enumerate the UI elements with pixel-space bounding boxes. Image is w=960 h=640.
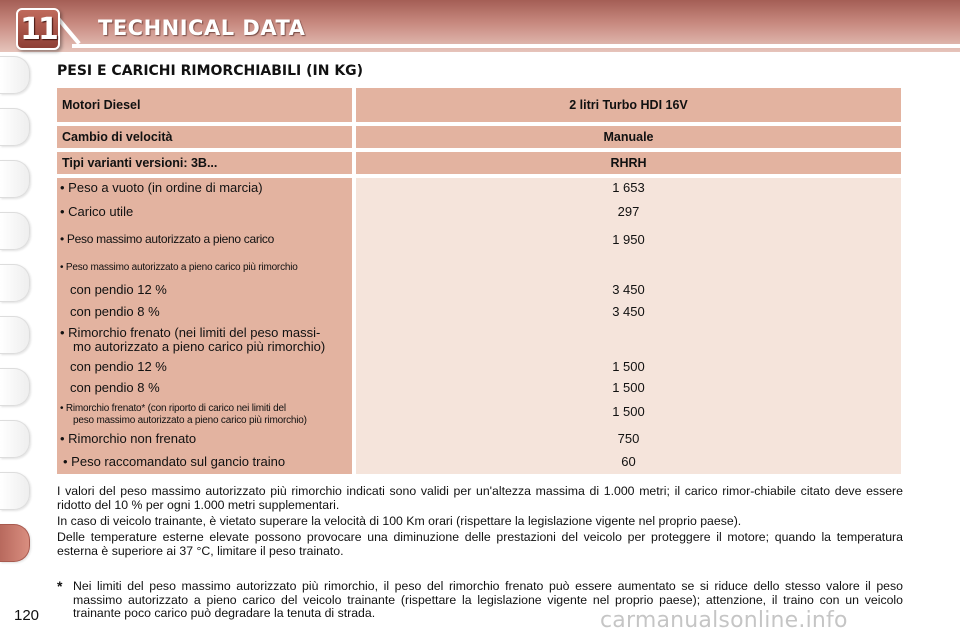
row-label-line: • Rimorchio frenato (nei limiti del peso massi- <box>60 325 321 340</box>
table-header-row <box>57 126 901 148</box>
chapter-title: TECHNICAL DATA <box>98 16 306 40</box>
row-label: con pendio 12 % <box>70 282 167 297</box>
row-value: 1 500 <box>612 380 645 395</box>
row-label: con pendio 12 % <box>70 359 167 374</box>
row-labels-column <box>57 178 352 474</box>
table-header-row <box>57 152 901 174</box>
row-label-line: • Rimorchio frenato* (con riporto di carico nei limiti del <box>60 403 286 414</box>
note-paragraph: Delle temperature esterne elevate possono provocare una diminuzione delle prestazioni del veicolo per proteggere il motore; quando la temperatura esterna è superiore ai 37 °C, limitare il peso trainato. <box>57 530 903 558</box>
row-label: • Peso a vuoto (in ordine di marcia) <box>60 180 263 195</box>
chapter-tab-1[interactable] <box>0 56 30 94</box>
row-value: 750 <box>617 431 640 446</box>
row-label <box>60 403 352 427</box>
row-values-column <box>356 178 901 474</box>
row-label <box>60 326 352 354</box>
engine-value: 2 litri Turbo HDI 16V <box>356 88 901 122</box>
gearbox-label: Cambio di velocità <box>57 126 352 148</box>
chapter-tab-8[interactable] <box>0 420 30 458</box>
chapter-tab-3[interactable] <box>0 160 30 198</box>
row-value: 60 <box>621 454 636 469</box>
chapter-tab-7[interactable] <box>0 368 30 406</box>
chapter-number-badge: 11 <box>16 8 60 50</box>
row-label: • Peso massimo autorizzato a pieno carico <box>60 232 275 246</box>
variant-value: RHRH <box>356 152 901 174</box>
row-label-line: mo autorizzato a pieno carico più rimorchio) <box>73 339 326 354</box>
chapter-tab-4[interactable] <box>0 212 30 250</box>
chapter-tab-2[interactable] <box>0 108 30 146</box>
section-title: PESI E CARICHI RIMORCHIABILI (IN KG) <box>57 63 364 79</box>
note-paragraph: In caso di veicolo trainante, è vietato superare la velocità di 100 Km orari (rispettare la legislazione vigente nel proprio paese). <box>57 514 742 528</box>
engine-label: Motori Diesel <box>57 88 352 122</box>
gearbox-value: Manuale <box>356 126 901 148</box>
row-label: • Carico utile <box>60 204 134 219</box>
weights-table <box>57 88 901 474</box>
row-value: 1 653 <box>612 180 645 195</box>
row-value: 297 <box>617 204 640 219</box>
row-label: • Peso massimo autorizzato a pieno carico più rimorchio <box>60 262 298 273</box>
footnote-text: Nei limiti del peso massimo autorizzato più rimorchio, il peso del rimorchio frenato può essere aumentato se si riduce dello stesso valore il peso massimo autorizzato a pieno carico del veicolo trainante (rispettare la legislazione vigente nel proprio paese); attenzione, il traino con un veicolo trainante poco carico può degradare la tenuta di strada. <box>73 579 903 620</box>
watermark: carmanualsonline.info <box>600 608 848 633</box>
note-paragraph: I valori del peso massimo autorizzato più rimorchio indicati sono validi per un'altezza massima di 1.000 metri; il carico rimor-chiabile citato deve essere ridotto del 10 % per ogni 1.000 metri supplementari. <box>57 484 903 512</box>
chapter-tabs <box>0 56 30 576</box>
row-value: 1 500 <box>612 404 645 419</box>
table-body <box>57 178 901 474</box>
chapter-tab-9[interactable] <box>0 472 30 510</box>
row-value: 3 450 <box>612 282 645 297</box>
footnote-marker: * <box>57 578 63 594</box>
row-label: con pendio 8 % <box>70 380 160 395</box>
notes-block <box>57 484 903 560</box>
chapter-tab-11-active[interactable] <box>0 524 30 562</box>
row-label: • Peso raccomandato sul gancio traino <box>63 454 286 469</box>
row-value: 1 950 <box>612 232 645 247</box>
chapter-tab-6[interactable] <box>0 316 30 354</box>
row-label: • Rimorchio non frenato <box>60 431 197 446</box>
row-label-line: peso massimo autorizzato a pieno carico più rimorchio) <box>73 415 307 426</box>
row-label: con pendio 8 % <box>70 304 160 319</box>
table-header-row <box>57 88 901 122</box>
variant-label: Tipi varianti versioni: 3B... <box>57 152 352 174</box>
page-number: 120 <box>14 607 40 624</box>
header-rule <box>72 44 960 48</box>
chapter-tab-5[interactable] <box>0 264 30 302</box>
row-value: 1 500 <box>612 359 645 374</box>
row-value: 3 450 <box>612 304 645 319</box>
